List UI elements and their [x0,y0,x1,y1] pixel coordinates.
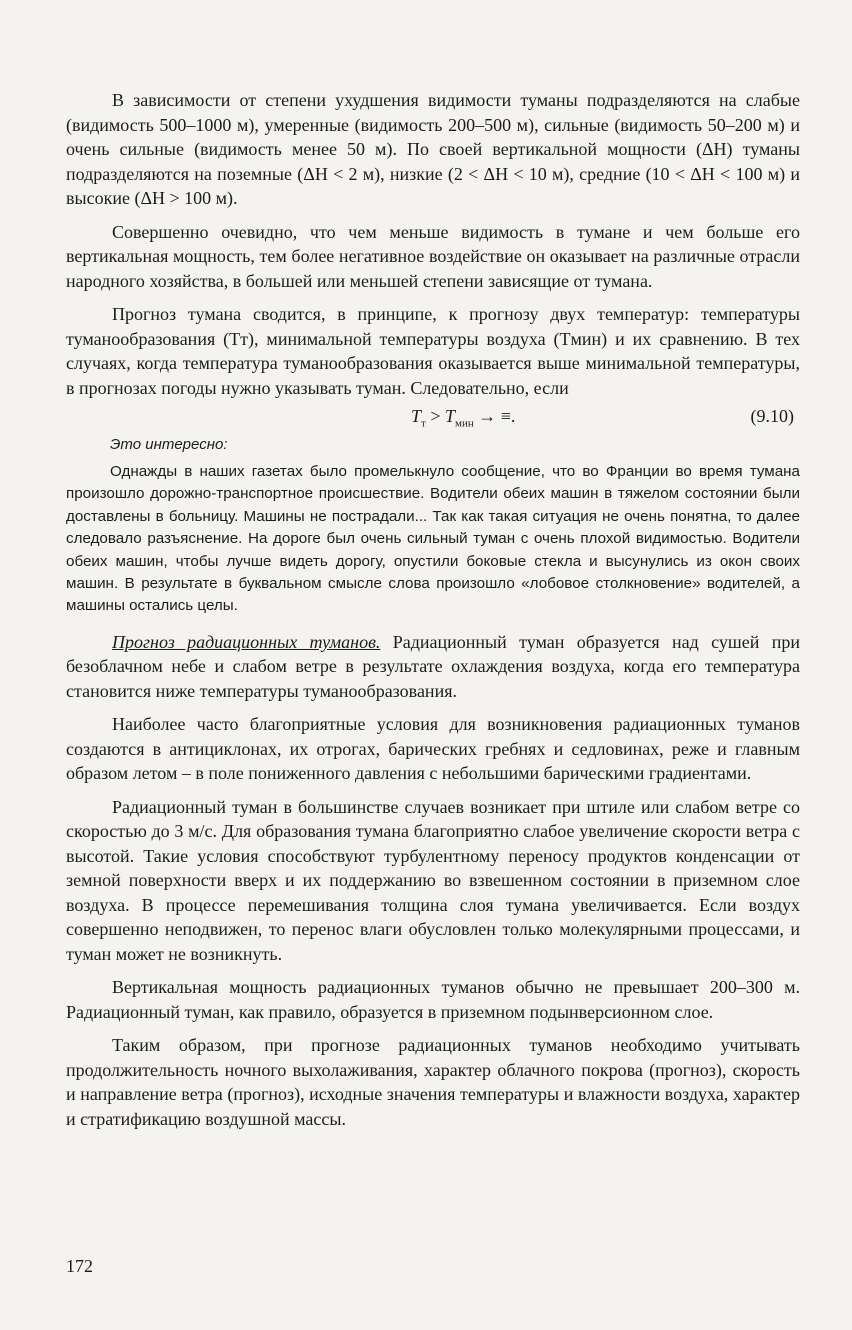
section-heading: Прогноз радиационных туманов. [112,631,381,652]
page-number: 172 [66,1256,93,1276]
paragraph-radiation-fog-wind: Радиационный туман в большинстве случаев возникает при штиле или слабом ветре со скоростью до 3 м/с. Для образования тумана благоприятно слабое увеличение скорости ветра с высотой. Такие условия способствуют турбулентному переносу продуктов конденсации от земной поверхности вверх и их поддержанию во взвешенном состоянии в приземном слое воздуха. В процессе перемешивания толщина слоя тумана увеличивается. Если воздух совершенно неподвижен, то перенос влаги обусловлен только молекулярными процессами, и туман может не возникнуть. [66,796,800,964]
paragraph-radiation-fog-intro: Прогноз радиационных туманов. Радиационный туман образуется над сушей при безоблачном небе и слабом ветре в результате охлаждения воздуха, когда его температура становится ниже температуры туманообразования. [66,631,801,701]
equation-expression: $T_т > T_{мин}$ → ≡. [411,406,516,430]
paragraph-radiation-fog-thickness: Вертикальная мощность радиационных туманов обычно не превышает 200–300 м. Радиационный туман, как правило, образуется в приземном подынверсионном слое. [66,977,800,1022]
equation-number: (9.10) [750,406,794,426]
paragraph-fog-classification: В зависимости от степени ухудшения видимости туманы подразделяются на слабые (видимость 500–1000 м), умеренные (видимость 200–500 м), сильные (видимость 50–200 м) и очень сильные (видимость менее 50 м). По своей вертикальной мощности (ΔH) туманы подразделяются на поземные (ΔH < 2 м), низкие (2 < ΔH < 10 м), средние (10 < ΔH < 100 м) и высокие (ΔH > 100 м). [66,90,800,208]
paragraph-fog-impact: Совершенно очевидно, что чем меньше видимость в тумане и чем больше его вертикальная мощность, тем более негативное воздействие он оказывает на различные отрасли народного хозяйства, в большей или меньшей степени зависящие от тумана. [66,221,800,291]
paragraph-radiation-fog-conditions: Наиболее часто благоприятные условия для возникновения радиационных туманов создаются в антициклонах, их отрогах, барических гребнях и седловинах, реже и главным образом летом – в поле пониженного давления с небольшими барическими градиентами. [66,714,800,784]
paragraph-radiation-fog-summary: Таким образом, при прогнозе радиационных туманов необходимо учитывать продолжительность ночного выхолаживания, характер облачного покрова (прогноз), скорость и направление ветра (прогноз), исходные значения температуры и влажности воздуха, характер и стратификацию воздушной массы. [66,1035,800,1129]
equation-9-10 [66,404,800,432]
interesting-box-title: Это интересно: [110,436,228,453]
interesting-box-text: Однажды в наших газетах было промелькнуло сообщение, что во Франции во время тумана произошло дорожно-транспортное происшествие. Водители обеих машин в тяжелом состоянии были доставлены в больницу. Машины не пострадали... Так как такая ситуация не очень понятна, то далее следовало разъяснение. На дороге был очень сильный туман с очень плохой видимостью. Водители обеих машин, чтобы лучше видеть дорогу, опустили боковые стекла и высунулись из окон своих машин. В результате в буквальном смысле слова произошло «лобовое столкновение» водителей, а машины остались целы. [66,463,800,615]
paragraph-fog-forecast: Прогноз тумана сводится, в принципе, к прогнозу двух температур: температуры туманообразования (Tт), минимальной температуры воздуха (Tмин) и их сравнению. В тех случаях, когда температура туманообразования оказывается выше минимальной температуры, в прогнозах погоды нужно указывать туман. Следовательно, если [66,304,800,398]
